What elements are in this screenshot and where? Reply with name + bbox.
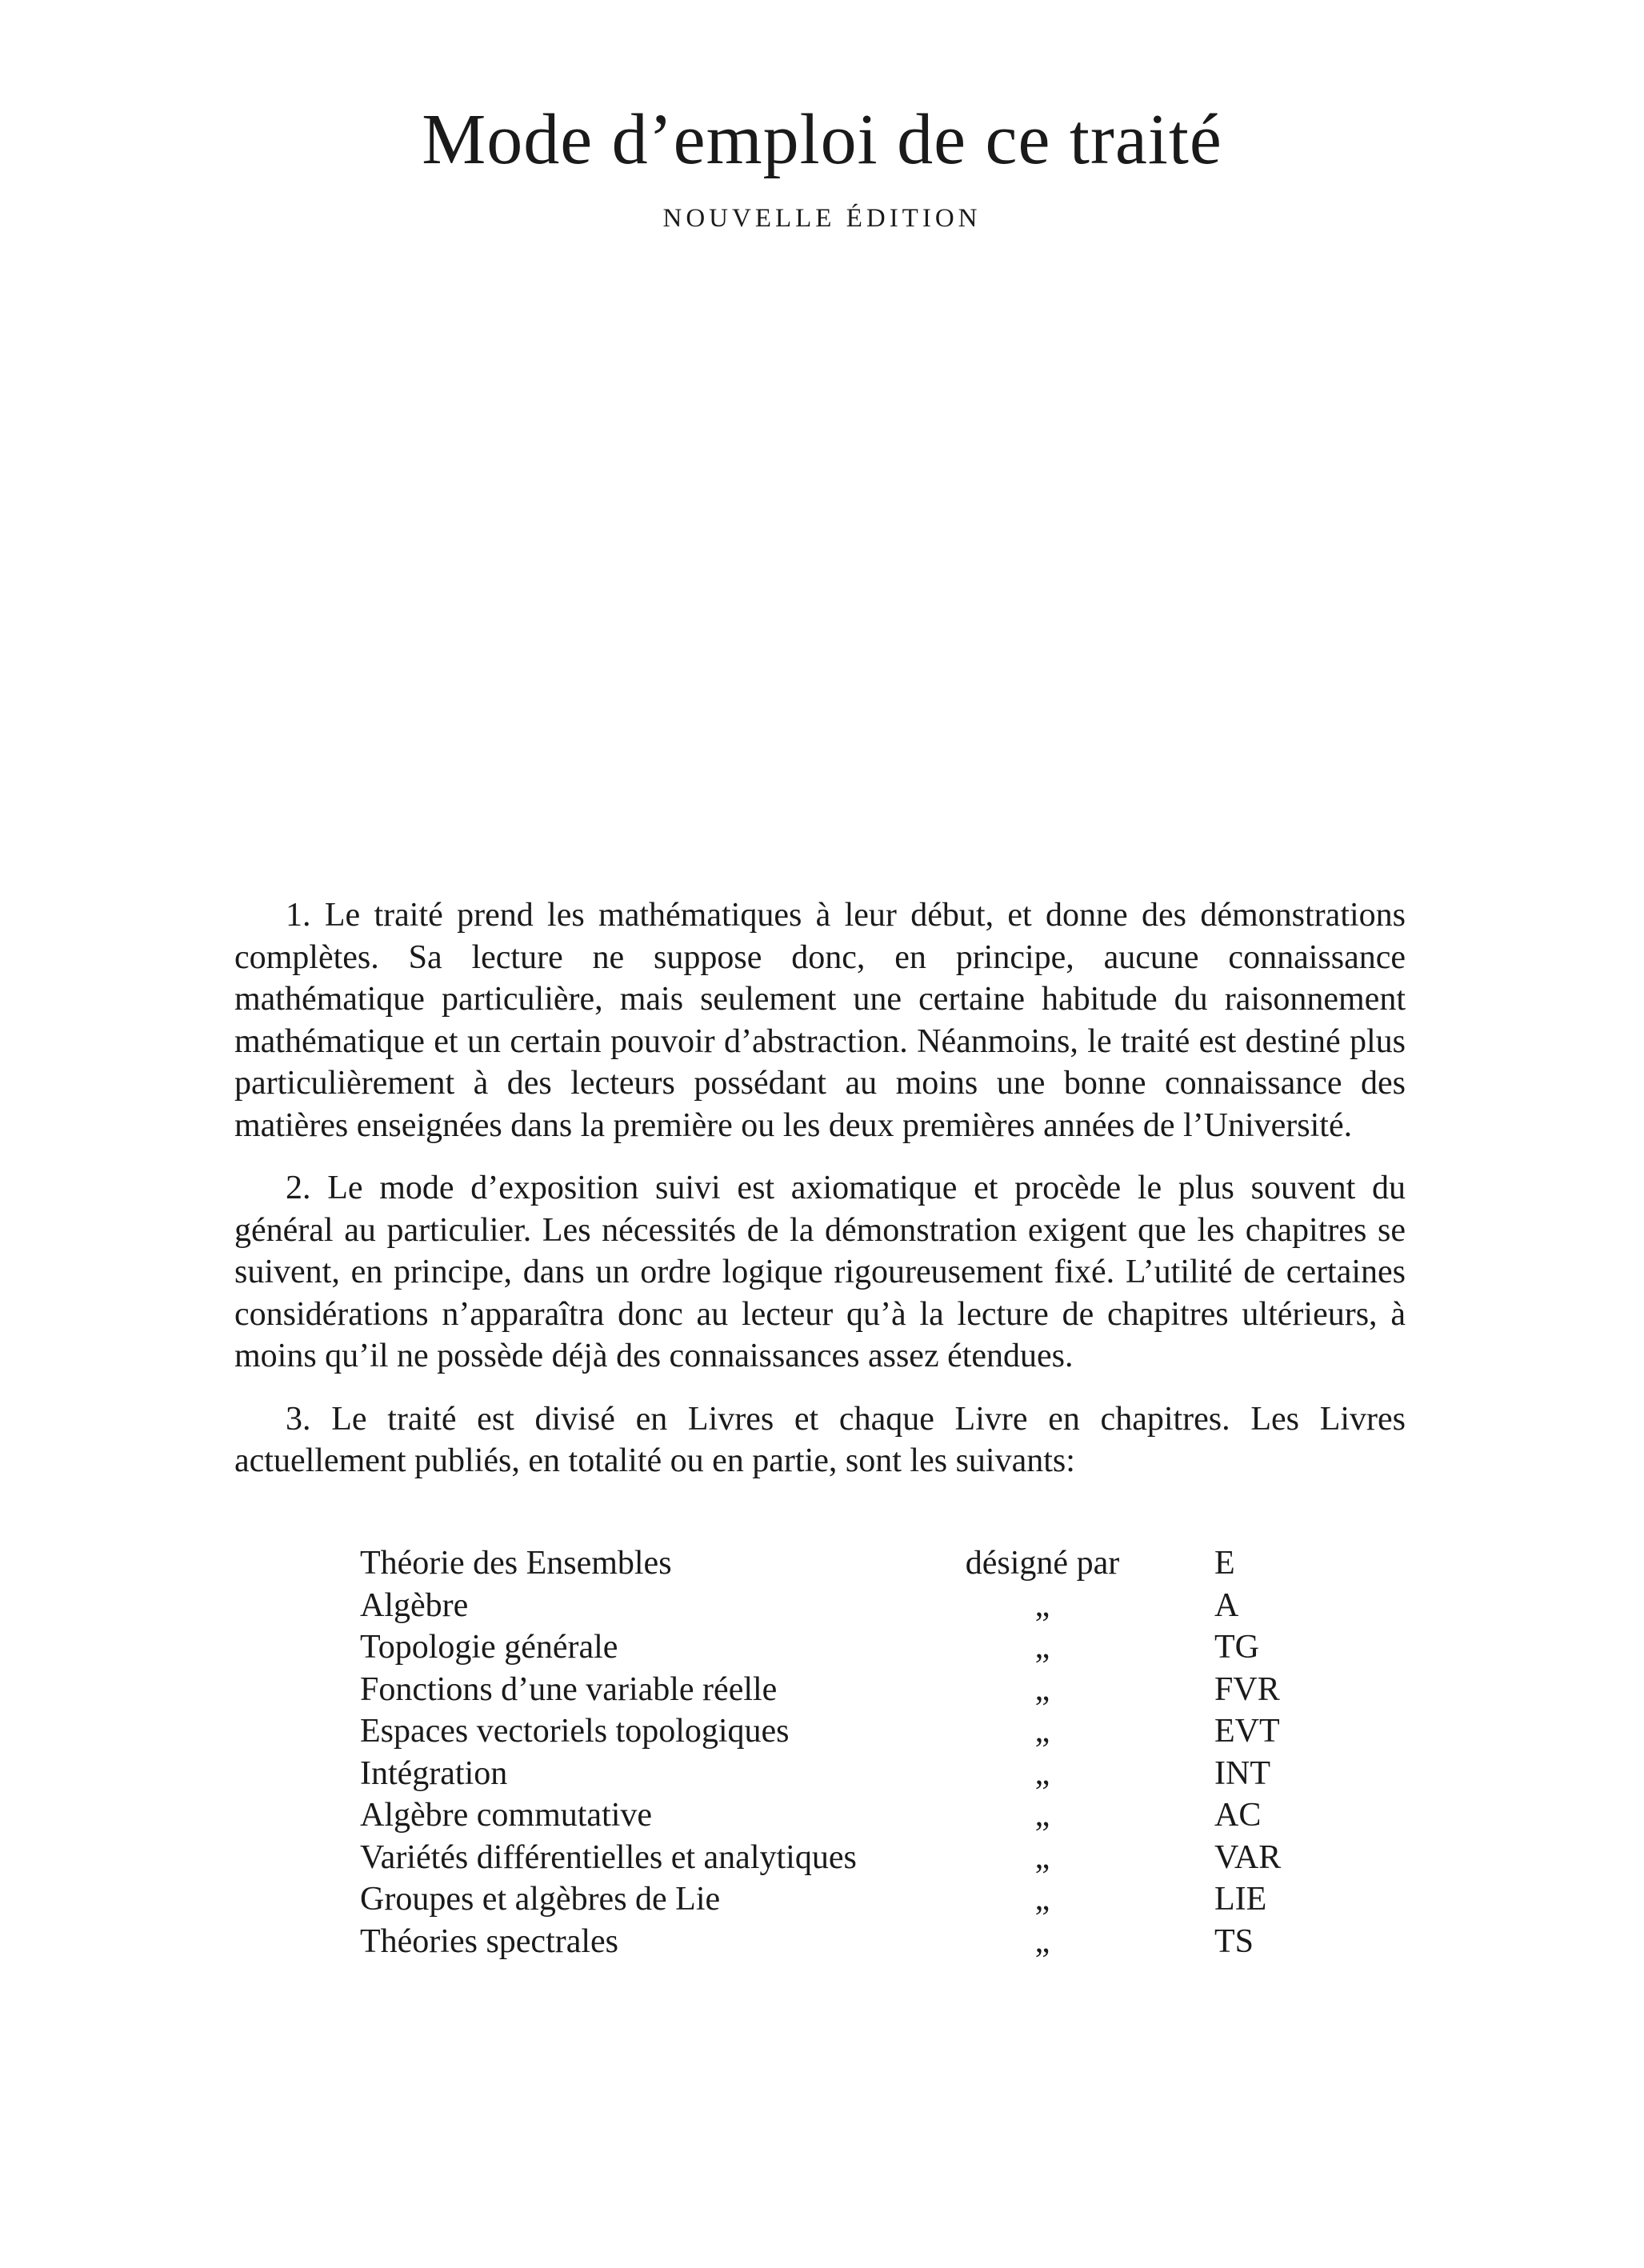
books-table [360, 1542, 1320, 1962]
book-abbreviation: FVR [1214, 1670, 1280, 1708]
book-abbreviation: TG [1214, 1629, 1259, 1666]
book-designation: „ [1034, 1797, 1050, 1834]
paragraph-1: 1. Le traité prend les mathématiques à leur début, et donne des démonstrations complètes. Sa lecture ne suppose donc, en principe, aucune connaissance mathématique particulière, mais seulement une certaine habitude du raisonnement mathématique et un certain pouvoir d’abstraction. Néanmoins, le traité est destiné plus particulièrement à des lecteurs possédant au moins une bonne connaissance des matières enseignées dans la première ou les deux premières années de l’Université. [234, 897, 1406, 1144]
page-title: Mode d’emploi de ce traité [422, 100, 1222, 179]
book-name: Algèbre [360, 1586, 469, 1624]
book-name: Théories spectrales [360, 1922, 619, 1960]
paragraph-3: 3. Le traité est divisé en Livres et chaque Livre en chapitres. Les Livres actuellement publiés, en totalité ou en partie, sont les suivants: [234, 1400, 1406, 1479]
book-designation: „ [1034, 1713, 1050, 1750]
book-abbreviation: TS [1214, 1922, 1254, 1960]
book-designation: „ [1034, 1629, 1050, 1666]
book-row [360, 1794, 1320, 1837]
book-row [360, 1921, 1320, 1963]
book-row [360, 1585, 1320, 1627]
book-designation: „ [1034, 1922, 1050, 1960]
book-abbreviation: A [1214, 1586, 1239, 1624]
book-name: Groupes et algèbres de Lie [360, 1881, 721, 1918]
book-name: Fonctions d’une variable réelle [360, 1670, 778, 1708]
body-text [234, 894, 1406, 1503]
book-row [360, 1710, 1320, 1753]
book-name: Théorie des Ensembles [360, 1545, 672, 1582]
book-row [360, 1626, 1320, 1669]
book-name: Espaces vectoriels topologiques [360, 1713, 790, 1750]
book-row [360, 1669, 1320, 1711]
book-abbreviation: VAR [1214, 1838, 1282, 1876]
book-name: Algèbre commutative [360, 1797, 653, 1834]
book-abbreviation: INT [1214, 1754, 1270, 1792]
paragraph-2: 2. Le mode d’exposition suivi est axiomatique et procède le plus souvent du général au particulier. Les nécessités de la démonstration exigent que les chapitres se suivent, en principe, dans un ordre logique rigoureusement fixé. L’utilité de certaines considérations n’apparaîtra donc au lecteur qu’à la lecture de chapitres ultérieurs, à moins qu’il ne possède déjà des connaissances assez étendues. [234, 1170, 1406, 1374]
book-name: Intégration [360, 1754, 508, 1792]
book-abbreviation: EVT [1214, 1713, 1280, 1750]
book-abbreviation: LIE [1214, 1881, 1267, 1918]
book-abbreviation: E [1214, 1545, 1235, 1582]
book-designation: „ [1034, 1838, 1050, 1876]
book-name: Topologie générale [360, 1629, 618, 1666]
book-row [360, 1542, 1320, 1585]
book-designation: „ [1034, 1881, 1050, 1918]
book-row [360, 1753, 1320, 1795]
page-subtitle: NOUVELLE ÉDITION [662, 204, 982, 233]
book-row [360, 1837, 1320, 1879]
book-name: Variétés différentielles et analytiques [360, 1838, 857, 1876]
book-designation: „ [1034, 1586, 1050, 1624]
book-designation: „ [1034, 1754, 1050, 1792]
book-abbreviation: AC [1214, 1797, 1262, 1834]
book-designation: désigné par [965, 1545, 1120, 1582]
book-designation: „ [1034, 1670, 1050, 1708]
book-row [360, 1878, 1320, 1921]
